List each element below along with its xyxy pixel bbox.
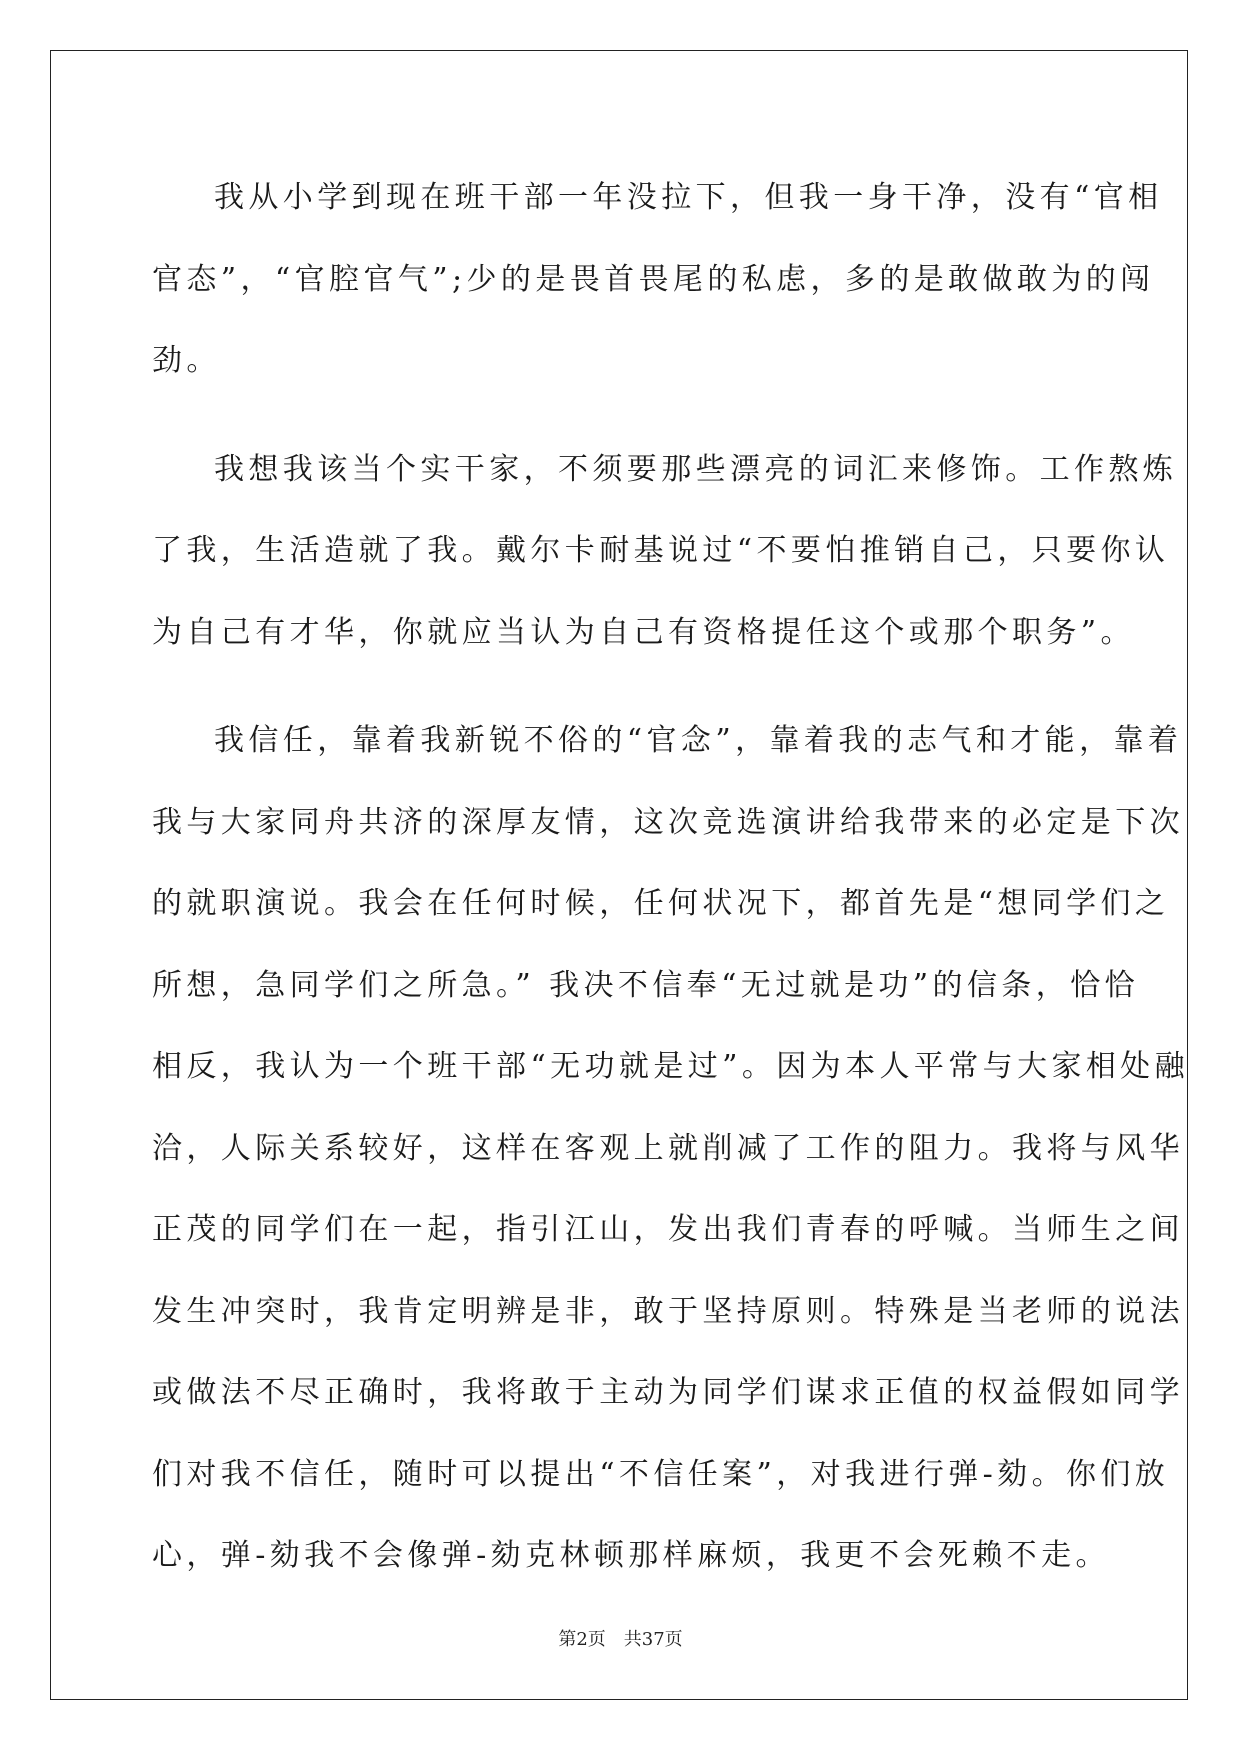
footer-page-mid: 页 共	[587, 1629, 642, 1650]
text-line: 我从小学到现在班干部一年没拉下，但我一身干净，没有“官相	[214, 180, 1163, 215]
text-line: 劲。	[152, 343, 221, 378]
text-line: 我想我该当个实干家，不须要那些漂亮的词汇来修饰。工作熬炼	[214, 451, 1178, 487]
document-body	[152, 157, 1190, 1624]
paragraph-3	[152, 700, 1190, 1597]
text-line: 为自己有才华，你就应当认为自己有资格提任这个或那个职务”。	[152, 614, 1135, 650]
text-line: 我信任，靠着我新锐不俗的“官念”，靠着我的志气和才能，靠着	[214, 723, 1183, 758]
text-line: 了我，生活造就了我。戴尔卡耐基说过“不要怕推销自己，只要你认	[152, 533, 1170, 568]
text-line: 正茂的同学们在一起，指引江山，发出我们青春的呼喊。当师生之间	[152, 1212, 1184, 1247]
text-line: 心，弹-劾我不会像弹-劾克林顿那样麻烦，我更不会死赖不走。	[152, 1538, 1110, 1573]
page-footer	[0, 1625, 1241, 1651]
paragraph-1	[152, 157, 1163, 402]
text-line: 我与大家同舟共济的深厚友情，这次竞选演讲给我带来的必定是下次	[152, 804, 1184, 840]
text-line: 发生冲突时，我肯定明辨是非，敢于坚持原则。特殊是当老师的说法	[152, 1293, 1184, 1329]
text-line: 洽，人际关系较好，这样在客观上就削减了工作的阻力。我将与风华	[152, 1130, 1184, 1166]
text-line: 们对我不信任，随时可以提出“不信任案”，对我进行弹-劾。你们放	[152, 1456, 1170, 1492]
text-line: 官态”，“官腔官气”;少的是畏首畏尾的私虑，多的是敢做敢为的闯	[152, 261, 1155, 297]
text-line: 所想，急同学们之所急。” 我决不信奉“无过就是功”的信条，恰恰	[152, 967, 1139, 1003]
text-line: 的就职演说。我会在任何时候，任何状况下，都首先是“想同学们之	[152, 886, 1170, 921]
text-line: 或做法不尽正确时，我将敢于主动为同学们谋求正值的权益假如同学	[152, 1375, 1184, 1410]
footer-page-total: 37	[641, 1629, 665, 1650]
text-line: 相反，我认为一个班干部“无功就是过”。因为本人平常与大家相处融	[152, 1049, 1190, 1084]
footer-page-prefix: 第	[558, 1629, 577, 1650]
footer-page-suffix: 页	[664, 1629, 683, 1650]
footer-page-number: 2	[576, 1629, 588, 1650]
paragraph-2	[152, 429, 1178, 674]
